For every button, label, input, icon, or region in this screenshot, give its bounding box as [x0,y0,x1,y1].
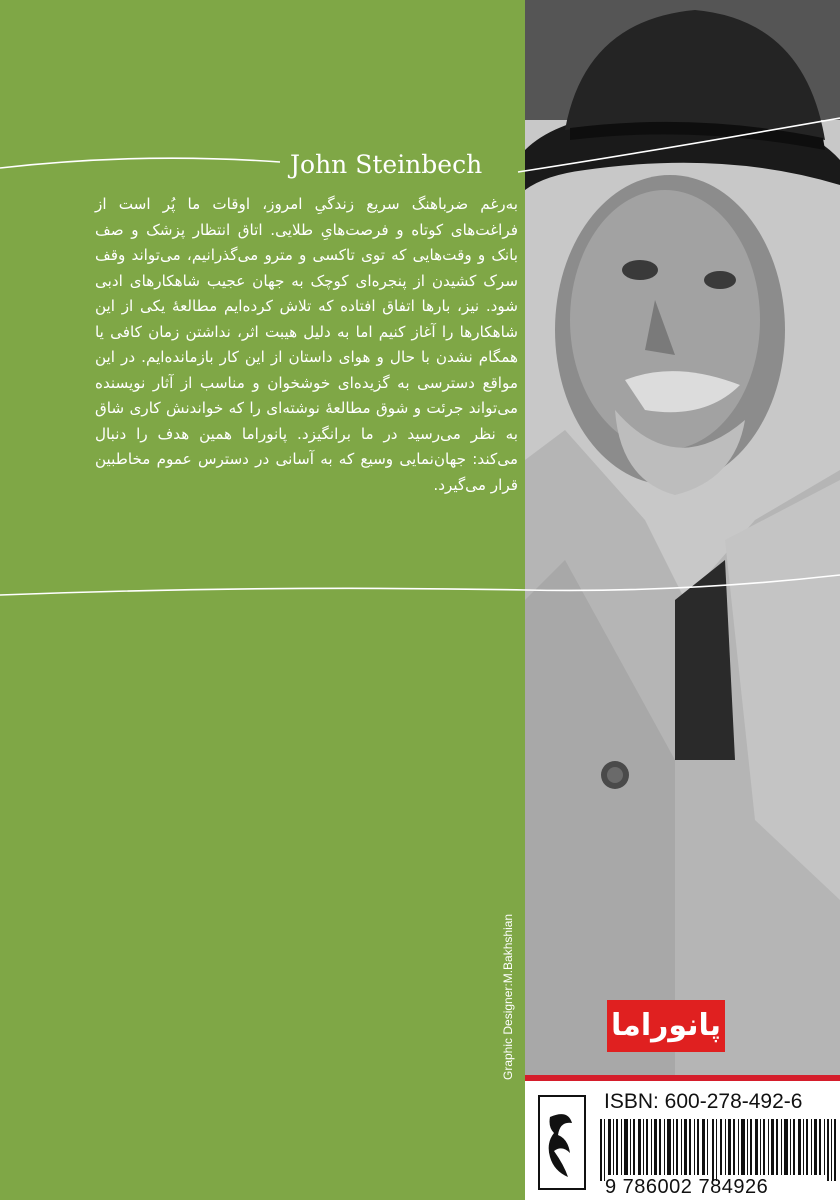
series-logo-text: پانوراما [611,1008,721,1043]
series-logo [607,1000,725,1052]
barcode-icon [600,1119,836,1181]
publisher-logo-icon [538,1095,586,1190]
isbn-label: ISBN: 600-278-492-6 [604,1090,803,1113]
blurb-text: به‌رغم ضرباهنگ سریع زندگیِ امروز، اوقات ما پُر است از فراغت‌های کوتاه و فرصت‌هایِ طلایی. اتاق انتظار پزشک و صف بانک و وقت‌هایی که توی تاکسی و مترو می‌گذرانیم، می‌تواند وقف سرک کشیدن از پنجره‌ای کوچک به جهان عجیب شاهکارهای ادبی شود. نیز، بارها اتفاق افتاده که تلاش کرده‌ایم مطالعهٔ یکی از این شاهکارها را آغاز کنیم اما به دلیل هیبت اثر، نداشتن زمان کافی یا همگام نشدن با حال و هوای داستان از این کار بازمانده‌ایم. در این مواقع دسترسی به گزیده‌ای خوشخوان و مناسب از آثار نویسنده می‌تواند جرئت و شوق مطالعهٔ نوشته‌ای را که خواندنش کاری شاق به نظر می‌رسید در ما برانگیزد. پانوراما همین هدف را دنبال می‌کند: جهان‌نمایی وسیع که به آسانی در دسترس عموم مخاطبین قرار می‌گیرد. [95,195,518,494]
designer-credit: Graphic Designer:M.Bakhshian [501,913,515,1080]
barcode-number: 9 786002 784926 [605,1176,769,1198]
author-name-title: John Steinbech [290,150,483,179]
